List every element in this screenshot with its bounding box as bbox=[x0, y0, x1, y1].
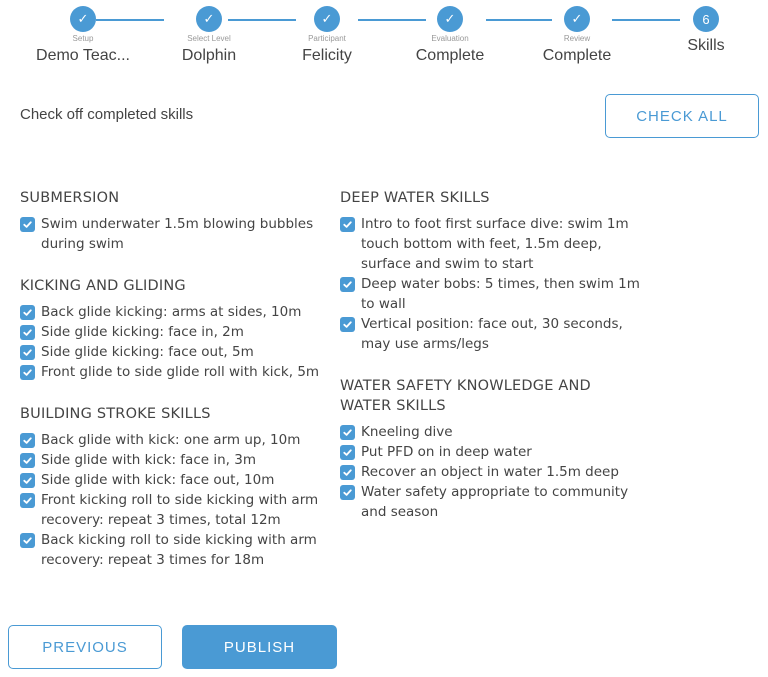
step-review[interactable] bbox=[522, 6, 632, 66]
checkbox-checked-icon[interactable] bbox=[340, 317, 355, 332]
skill-section bbox=[340, 376, 640, 522]
previous-button[interactable]: PREVIOUS bbox=[8, 625, 162, 669]
checkbox-checked-icon[interactable] bbox=[340, 277, 355, 292]
skill-item[interactable] bbox=[20, 342, 320, 362]
section-title: BUILDING STROKE SKILLS bbox=[20, 406, 211, 422]
section-title: DEEP WATER SKILLS bbox=[340, 190, 490, 206]
step-value: Complete bbox=[542, 47, 612, 64]
step-value: Skills bbox=[687, 37, 725, 54]
checkbox-checked-icon[interactable] bbox=[340, 485, 355, 500]
step-select-level[interactable] bbox=[154, 6, 264, 66]
checkbox-checked-icon[interactable] bbox=[20, 345, 35, 360]
skill-item[interactable] bbox=[20, 530, 320, 570]
checkbox-checked-icon[interactable] bbox=[340, 217, 355, 232]
skill-section bbox=[20, 276, 320, 382]
skill-item[interactable] bbox=[20, 490, 320, 530]
skill-label: Put PFD on in deep water bbox=[361, 444, 532, 460]
step-skills[interactable] bbox=[651, 6, 761, 56]
skill-label: Intro to foot first surface dive: swim 1m touch bottom with feet, 1.5m deep, surface and swim to start bbox=[361, 216, 629, 272]
checkbox-checked-icon[interactable] bbox=[340, 445, 355, 460]
step-sublabel: Select Level bbox=[187, 34, 231, 43]
skill-item[interactable] bbox=[340, 274, 640, 314]
skill-item[interactable] bbox=[20, 450, 320, 470]
check-icon: ✓ bbox=[196, 6, 222, 32]
step-sublabel: Review bbox=[563, 34, 591, 43]
skill-item[interactable] bbox=[20, 362, 320, 382]
skill-item[interactable] bbox=[340, 482, 640, 522]
skills-column-left bbox=[20, 188, 320, 592]
skill-label: Side glide with kick: face in, 3m bbox=[41, 452, 256, 468]
skill-label: Front kicking roll to side kicking with arm recovery: repeat 3 times, total 12m bbox=[41, 492, 319, 528]
step-sublabel: Participant bbox=[308, 34, 346, 43]
check-icon: ✓ bbox=[70, 6, 96, 32]
checkbox-checked-icon[interactable] bbox=[20, 305, 35, 320]
skill-item[interactable] bbox=[340, 314, 640, 354]
skills-column-right bbox=[340, 188, 640, 544]
skill-section bbox=[20, 404, 320, 570]
publish-button[interactable]: PUBLISH bbox=[182, 625, 337, 669]
checkbox-checked-icon[interactable] bbox=[340, 465, 355, 480]
skill-label: Side glide kicking: face out, 5m bbox=[41, 344, 254, 360]
step-evaluation[interactable] bbox=[395, 6, 505, 66]
skill-label: Swim underwater 1.5m blowing bubbles during swim bbox=[41, 216, 314, 252]
check-icon: ✓ bbox=[437, 6, 463, 32]
checkbox-checked-icon[interactable] bbox=[340, 425, 355, 440]
skill-label: Water safety appropriate to community and season bbox=[361, 484, 629, 520]
step-value: Dolphin bbox=[181, 47, 237, 64]
section-title: WATER SAFETY KNOWLEDGE AND WATER SKILLS bbox=[340, 378, 591, 414]
step-sublabel: Evaluation bbox=[431, 34, 469, 43]
checkbox-checked-icon[interactable] bbox=[20, 493, 35, 508]
skill-item[interactable] bbox=[20, 430, 320, 450]
skill-label: Side glide with kick: face out, 10m bbox=[41, 472, 275, 488]
skill-label: Back glide kicking: arms at sides, 10m bbox=[41, 304, 302, 320]
skill-item[interactable] bbox=[20, 214, 320, 254]
skill-label: Side glide kicking: face in, 2m bbox=[41, 324, 244, 340]
skill-label: Recover an object in water 1.5m deep bbox=[361, 464, 619, 480]
checkbox-checked-icon[interactable] bbox=[20, 473, 35, 488]
step-participant[interactable] bbox=[272, 6, 382, 66]
check-icon: ✓ bbox=[314, 6, 340, 32]
step-value: Complete bbox=[415, 47, 485, 64]
progress-stepper bbox=[0, 0, 768, 80]
skill-label: Front glide to side glide roll with kick, 5m bbox=[41, 364, 320, 380]
skill-label: Back glide with kick: one arm up, 10m bbox=[41, 432, 301, 448]
instruction-text: Check off completed skills bbox=[20, 106, 194, 123]
step-value: Demo Teac... bbox=[36, 47, 130, 64]
skill-item[interactable] bbox=[340, 422, 640, 442]
checkbox-checked-icon[interactable] bbox=[20, 433, 35, 448]
checkbox-checked-icon[interactable] bbox=[20, 217, 35, 232]
checkbox-checked-icon[interactable] bbox=[20, 365, 35, 380]
skill-label: Kneeling dive bbox=[361, 424, 453, 440]
checkbox-checked-icon[interactable] bbox=[20, 453, 35, 468]
step-number-icon: 6 bbox=[693, 6, 719, 32]
section-title: KICKING AND GLIDING bbox=[20, 278, 186, 294]
section-title: SUBMERSION bbox=[20, 190, 120, 206]
skill-item[interactable] bbox=[340, 442, 640, 462]
skill-label: Back kicking roll to side kicking with arm recovery: repeat 3 times for 18m bbox=[41, 532, 317, 568]
skill-item[interactable] bbox=[20, 470, 320, 490]
skill-item[interactable] bbox=[20, 302, 320, 322]
skill-label: Deep water bobs: 5 times, then swim 1m to wall bbox=[361, 276, 640, 312]
skill-item[interactable] bbox=[340, 214, 640, 274]
checkbox-checked-icon[interactable] bbox=[20, 325, 35, 340]
step-sublabel: Setup bbox=[72, 34, 94, 43]
skill-item[interactable] bbox=[340, 462, 640, 482]
check-all-button[interactable]: CHECK ALL bbox=[605, 94, 759, 138]
skill-item[interactable] bbox=[20, 322, 320, 342]
step-value: Felicity bbox=[302, 47, 352, 64]
step-setup[interactable] bbox=[28, 6, 138, 66]
skill-section bbox=[20, 188, 320, 254]
checkbox-checked-icon[interactable] bbox=[20, 533, 35, 548]
skill-label: Vertical position: face out, 30 seconds, may use arms/legs bbox=[361, 316, 623, 352]
skill-section bbox=[340, 188, 640, 354]
check-icon: ✓ bbox=[564, 6, 590, 32]
